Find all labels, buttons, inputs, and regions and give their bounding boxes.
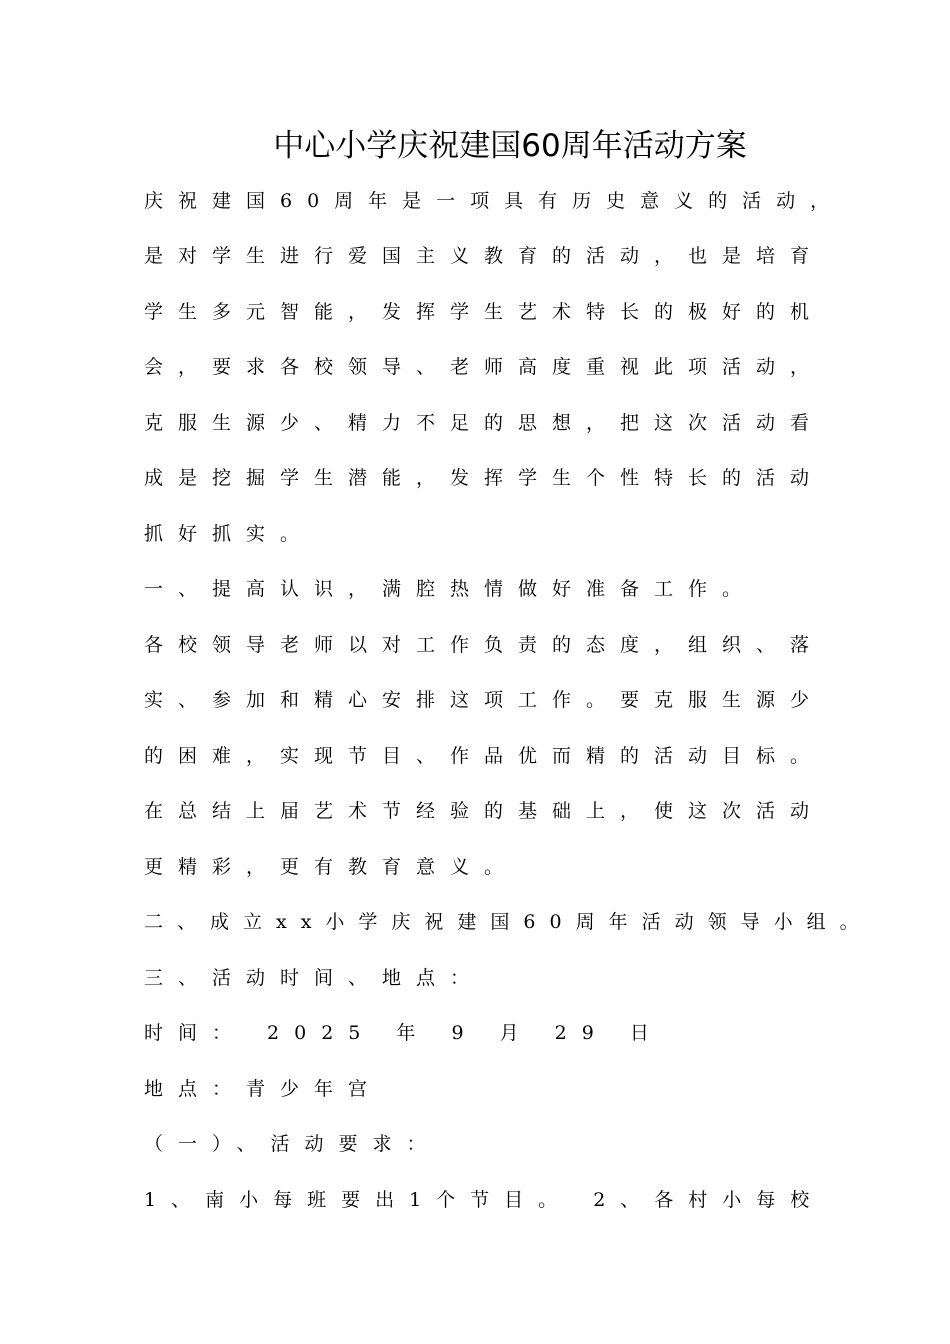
body-line-6: 成是挖掘学生潜能，发挥学生个性特长的活动 [144,467,825,489]
body-line-19: 1、南小每班要出1个节目。 2、各村小每校 [144,1189,825,1211]
body-line-13: 更精彩，更有教育意义。 [144,856,519,878]
activity-time: 时间： 2025 年 9 月 29 日 [144,1022,664,1044]
body-line-12: 在总结上届艺术节经验的基础上，使这次活动 [144,800,825,822]
subsection-heading: （一）、活动要求： [144,1133,441,1155]
body-line-1: 庆祝建国60周年是一项具有历史意义的活动， [144,190,845,212]
body-line-4: 会，要求各校领导、老师高度重视此项活动， [144,356,825,378]
body-line-7: 抓好抓实。 [144,523,315,545]
section-heading-2: 二、成立xx小学庆祝建国60周年活动领导小组。 [144,911,873,933]
body-line-10: 实、参加和精心安排这项工作。要克服生源少 [144,689,825,711]
activity-location: 地点：青少年宫 [144,1078,383,1100]
body-line-3: 学生多元智能，发挥学生艺术特长的极好的机 [144,301,825,323]
document-title: 中心小学庆祝建国60周年活动方案 [273,128,747,164]
body-line-11: 的困难，实现节目、作品优而精的活动目标。 [144,745,825,767]
body-line-5: 克服生源少、精力不足的思想，把这次活动看 [144,412,825,434]
body-line-2: 是对学生进行爱国主义教育的活动，也是培育 [144,245,825,267]
body-line-9: 各校领导老师以对工作负责的态度，组织、落 [144,634,825,656]
section-heading-3: 三、活动时间、地点： [144,967,485,989]
section-heading-1: 一、提高认识，满腔热情做好准备工作。 [144,578,757,600]
